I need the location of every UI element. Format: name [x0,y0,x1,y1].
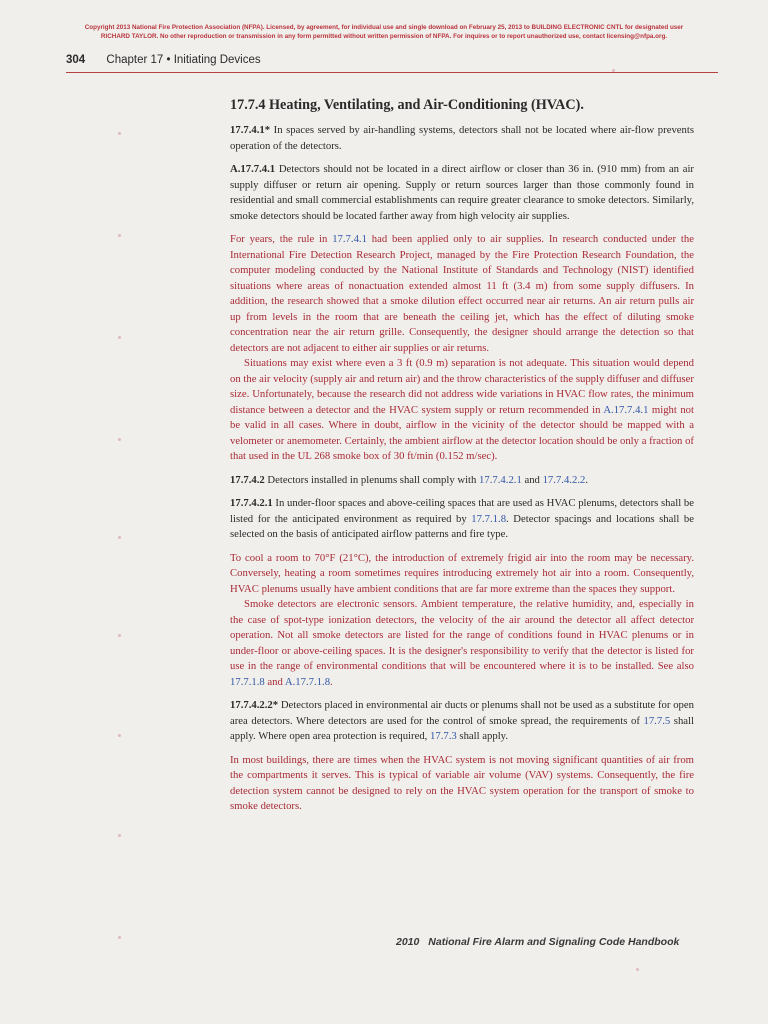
paragraph-text: In under-floor spaces and above-ceiling spaces that are used as HVAC plenums, detectors shall be listed for the anticipated environment as required by [230,497,694,525]
commentary-text: and [264,675,285,688]
copyright-line-1: Copyright 2013 National Fire Protection Association (NFPA). Licensed, by agreement, for individual use and single download on February 25, 2013 to BUILDING ELECTRONIC CNTL for designated user [84,24,684,31]
page-number: 304 [66,54,86,66]
paragraph-label: 17.7.4.2 [230,473,265,486]
paragraph-text: Detectors placed in environmental air ducts or plenums shall not be used as a substitute for open area detectors. Where detectors are used for the control of smoke spread, the requirements of [230,699,694,727]
running-header [66,54,718,73]
margin-speck [118,834,121,837]
commentary-text: had been applied only to air supplies. In research conducted under the International Fire Detection Research Project, managed by the Fire Protection Research Foundation, the computer modeling conducted by the National Institute of Standards and Technology (NIST) identified situations where areas of nonactuation extended almost 11 ft (3.4 m) from some supply diffusers. In addition, the research showed that a smoke dilution effect occurred near air returns. An air return pulls air up from levels in the room that are beneath the ceiling jet, which has the effect of diluting smoke concentration near the air return grille. Consequently, the designer should arrange the detection so that detectors are not adjacent to either air supplies or air returns. [230,233,694,354]
paragraph-text: shall apply. Where open area protection is required, [230,714,694,742]
edition-year: 2010 [396,936,420,948]
margin-speck [118,734,121,737]
paragraph-text: Detectors should not be located in a direct airflow or closer than 36 in. (910 mm) from an air supply diffuser or return air opening. Supply or return sources larger than those commonly found in residential and small commercial establishments can require greater clearance to smoke detectors. Similarly, smoke detectors should be located farther away from high velocity air supplies. [230,163,694,222]
commentary-1 [230,232,694,356]
paragraph-17-7-4-2-2 [230,698,694,745]
paragraph-text: In spaces served by air-handling systems, detectors shall not be located where air-flow prevents operation of the detectors. [230,124,694,152]
paragraph-17-7-4-2-1 [230,496,694,543]
cross-reference-link[interactable]: 17.7.4.2.1 [479,473,522,486]
paragraph-a-17-7-4-1 [230,162,694,224]
paragraph-label: A.17.7.4.1 [230,163,276,175]
paragraph-text: and [521,473,543,486]
copyright-notice [14,23,754,41]
cross-reference-link[interactable]: 17.7.4.2.2 [542,473,586,486]
commentary-2 [230,356,694,465]
commentary-text: . [330,675,333,688]
cross-reference-link[interactable]: 17.7.4.1 [332,233,367,245]
margin-speck [118,234,121,237]
paragraph-17-7-4-2 [230,473,694,489]
commentary-text: Smoke detectors are electronic sensors. Ambient temperature, the relative humidity, and, especially in the case of spot-type ionization detectors, the velocity of the air around the detector all affect detector operation. Not all smoke detectors are listed for the range of conditions found in HVAC plenums or in under-floor or above-ceiling spaces. It is the designer's responsibility to verify that the detector is listed for use in the range of environmental conditions that will be encountered where it is to be installed. See also [230,598,694,672]
margin-speck [118,132,121,135]
chapter-title: Chapter 17 • Initiating Devices [106,54,261,66]
cross-reference-link[interactable]: 17.7.3 [430,730,457,742]
commentary-3: To cool a room to 70°F (21°C), the introduction of extremely frigid air into the room may be necessary. Conversely, heating a room sometimes requires introducing extremely hot air into a room. Consequently, HVAC plenums usually have ambient conditions that are far more extreme than the spaces they support. [230,551,694,595]
margin-speck [118,438,121,441]
handbook-title: National Fire Alarm and Signaling Code Handbook [428,936,680,948]
cross-reference-link[interactable]: A.17.7.1.8 [284,675,331,688]
paragraph-17-7-4-1 [230,123,694,154]
cross-reference-link[interactable]: 17.7.1.8 [471,512,507,525]
margin-speck [636,968,639,971]
commentary-text: For years, the rule in [230,233,333,245]
paragraph-text: . [585,473,588,486]
commentary-text: might not be valid in all cases. Where in doubt, airflow in the vicinity of the detector should be mapped with a velometer or anemometer. Certainly, the ambient airflow at the detector location should be only a fraction of that used in the UL 268 smoke box of 30 ft/min (0.152 m/sec). [230,403,694,462]
commentary-5: In most buildings, there are times when the HVAC system is not moving significant quantities of air from the compartments it serves. This is typical of variable air volume (VAV) systems. Consequently, the fire detection system cannot be designed to rely on the HVAC system operation for the transport of smoke to smoke detectors. [230,753,694,812]
cross-reference-link[interactable]: 17.7.5 [643,714,671,727]
copyright-line-2: RICHARD TAYLOR. No other reproduction or transmission in any form permitted without written permission of NFPA. For inquires or to report unauthorized use, contact licensing@nfpa.org. [100,33,668,40]
paragraph-text: . Detector spacings and locations shall be selected on the basis of anticipated airflow patterns and fire type. [230,512,694,540]
paragraph-label: 17.7.4.2.1 [230,497,273,509]
section-heading: 17.7.4 Heating, Ventilating, and Air-Conditioning (HVAC). [230,97,584,113]
margin-speck [118,536,121,539]
running-footer [396,936,679,948]
margin-speck [118,634,121,637]
cross-reference-link[interactable]: 17.7.1.8 [230,675,265,688]
paragraph-label: 17.7.4.2.2* [230,699,279,711]
paragraph-label: 17.7.4.1* [230,124,271,136]
margin-speck [118,336,121,339]
cross-reference-link[interactable]: A.17.7.4.1 [603,403,649,416]
page-body [230,96,694,823]
commentary-text: Situations may exist where even a 3 ft (0.9 m) separation is not adequate. This situation would depend on the air velocity (supply air and return air) and the throw characteristics of the supply diffuser and diffuser size. Unfortunately, because the research did not address wide variations in HVAC flow rates, the minimum distance between a detector and the HVAC system supply or return recommended in [230,357,694,416]
margin-speck [612,69,615,72]
paragraph-text: Detectors installed in plenums shall comply with [264,473,480,486]
margin-speck [118,936,121,939]
commentary-4 [230,597,694,690]
paragraph-text: shall apply. [456,730,508,742]
